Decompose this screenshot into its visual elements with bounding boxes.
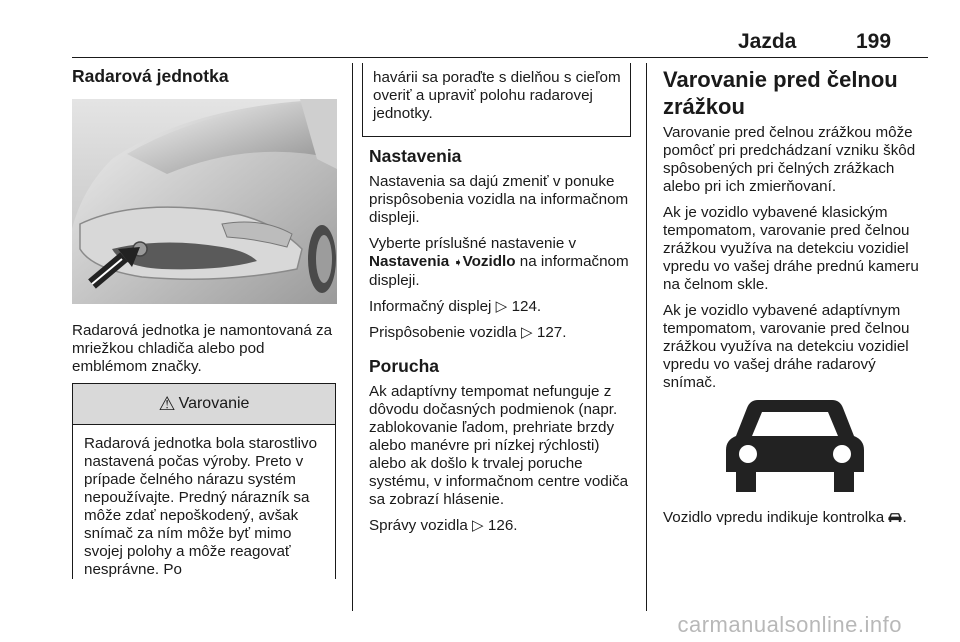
page-ref-arrow-icon: ▷ [472,517,484,534]
fcw-p1: Varovanie pred čelnou zrážkou môže pomôcť pri predchádzaní vzniku škôd spôsobených pri čelných zrážkach alebo pri ich zmierňovaní. [663,124,916,195]
column-1-text [72,322,340,384]
page-ref-arrow-icon: ▷ [495,298,508,315]
ref-vehicle-personalization[interactable] [369,324,637,342]
radar-heading: Radarová jednotka [72,66,229,86]
ref-info-display-label: Informačný displej [369,298,492,315]
radar-description: Radarová jednotka je namontovaná za mriežkou chladiča alebo pod emblémom značky. [72,322,333,375]
page-number: 199 [856,30,892,53]
fcw-caption-text: Vozidlo vpredu indikuje kontrolka [663,509,885,526]
warning-triangle-icon: ⚠ [158,393,176,415]
warning-title: Varovanie [178,395,250,412]
car-front-photo [72,99,337,304]
ref-vehicle-messages-label: Správy vozidla [369,517,468,534]
fcw-p2: Ak je vozidlo vybavené klasickým tempomatom, varovanie pred čelnou zrážkou využíva na detekciu vozidiel vpredu vo vašej dráhe prednú kameru na čelnom skle. [663,204,919,293]
menu-settings-label: Nastavenia [369,253,450,270]
vehicle-ahead-icon [722,392,868,498]
column-divider-2 [646,63,647,611]
nastavenia-heading: Nastavenia [369,146,462,166]
warning-header [73,384,335,425]
column-2 [369,146,637,543]
nastavenia-p2 [369,235,637,290]
menu-vehicle-label: Vozidlo [462,253,516,270]
fcw-heading: Varovanie pred čelnou zrážkou [663,67,898,119]
page-ref-arrow-icon: ▷ [520,324,533,341]
watermark: carmanualsonline.info [677,612,902,637]
ref-info-display[interactable] [369,298,637,316]
ref-vehicle-personalization-label: Prispôsobenie vozidla [369,324,517,341]
ref-vehicle-messages[interactable] [369,517,637,535]
porucha-heading: Porucha [369,356,440,376]
menu-arrow-icon: ➧ [453,257,463,269]
warning-box [72,383,336,579]
warning-box-continued: havárii sa poraďte s dielňou s cieľom overiť a upraviť polohu radarovej jednotky. [362,63,631,137]
column-1 [72,66,340,93]
column-3-caption [663,509,953,535]
ref-info-display-page: 124. [511,298,542,315]
section-title: Jazda [738,30,797,53]
fcw-p3: Ak je vozidlo vybavené adaptívnym tempomatom, varovanie pred čelnou zrážkou využíva na detekciu vozidiel vpredu vo vašej dráhe radarový snímač. [663,302,910,391]
p2-text: Vyberte príslušné nastavenie v [369,235,577,252]
ref-vehicle-messages-page: 126. [487,517,518,534]
vehicle-ahead-small-icon: . [888,509,906,526]
nastavenia-p1: Nastavenia sa dajú zmeniť v ponuke prispôsobenia vozidla na informačnom displeji. [369,173,629,226]
ref-vehicle-personalization-page: 127. [536,324,567,341]
header-rule [72,57,928,58]
column-3 [663,66,931,400]
porucha-p1: Ak adaptívny tempomat nefunguje z dôvodu dočasných podmienok (napr. zablokovanie ľadom, prehriate brzdy alebo manévre pri nízkej rýchlosti) alebo ak došlo k trvalej poruche systému, v informačnom centre vodiča sa zobrazí hlásenie. [369,383,629,508]
fcw-caption [663,509,953,527]
p2-text-end: na informačnom displeji. [369,253,629,289]
warning-body: Radarová jednotka bola starostlivo nastavená počas výroby. Preto v prípade čelného nárazu systém nepoužívajte. Predný nárazník sa môže zdať nepoškodený, avšak snímač za ním môže byť mimo svojej polohy a môže reagovať nesprávne. Po [84,435,318,578]
column-divider-1 [352,63,353,611]
